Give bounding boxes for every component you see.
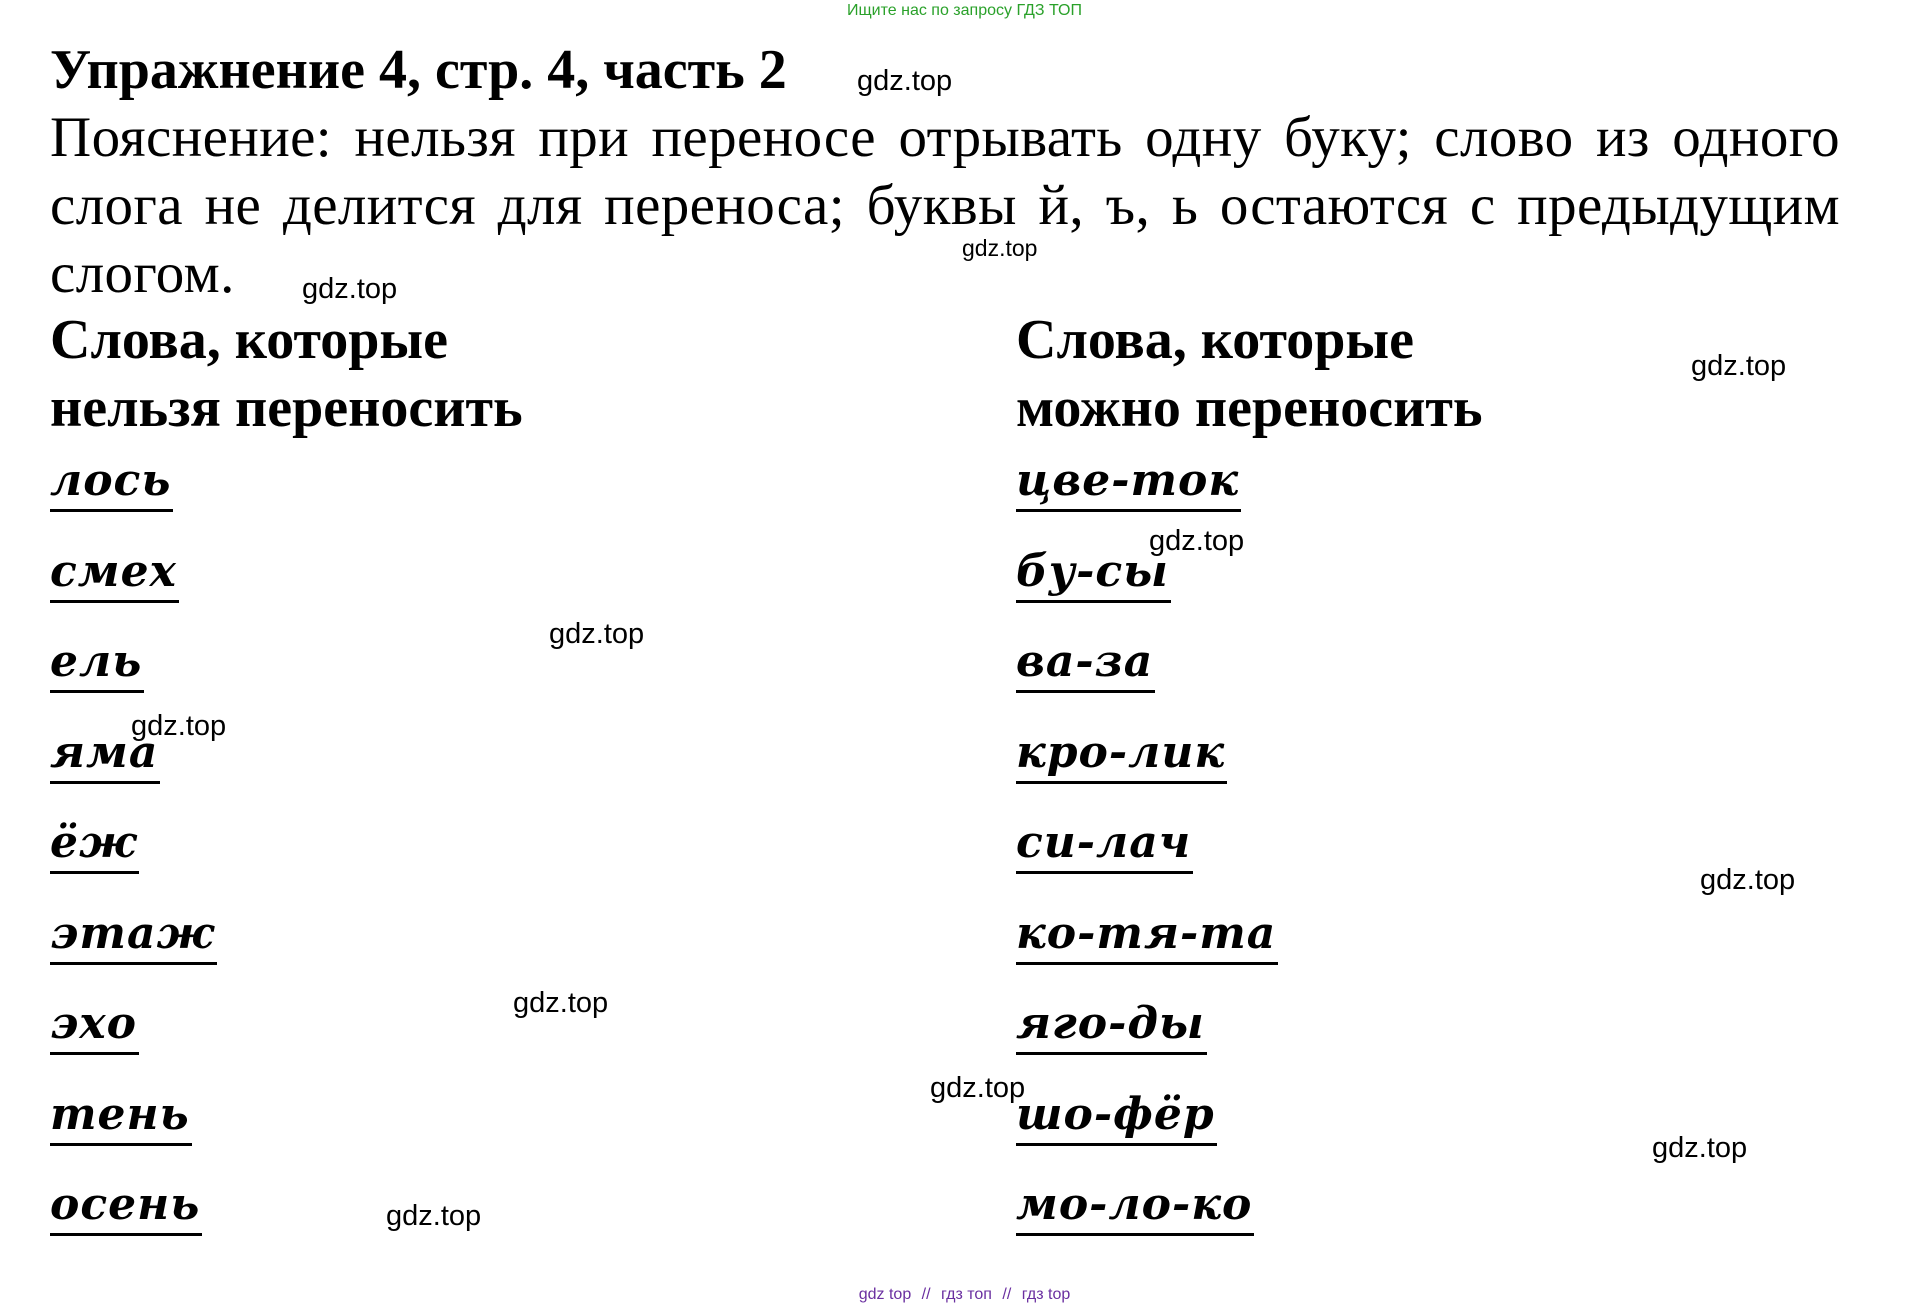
footer-link-gdz-top-ru[interactable]: гдз топ: [941, 1286, 992, 1303]
word-text: этаж: [50, 908, 217, 965]
list-item: [50, 908, 217, 999]
left-heading-line1: Слова, которые: [50, 309, 448, 371]
list-item: [1016, 727, 1278, 818]
left-heading-line2: нельзя переносить: [50, 377, 523, 439]
footer-link-gdz-top-mixed[interactable]: гдз top: [1021, 1286, 1071, 1303]
list-item: [1016, 636, 1278, 727]
list-item: [50, 1089, 217, 1180]
word-text: ель: [50, 636, 144, 693]
watermark: gdz.top: [962, 235, 1038, 261]
right-heading-line1: Слова, которые: [1016, 309, 1414, 371]
list-item: [50, 998, 217, 1089]
word-text: лось: [50, 455, 173, 512]
list-item: [1016, 998, 1278, 1089]
word-text: смех: [50, 546, 179, 603]
list-item: [50, 817, 217, 908]
word-text: яго-ды: [1016, 998, 1207, 1055]
footer-separator: //: [1002, 1286, 1012, 1303]
watermark: gdz.top: [930, 1072, 1026, 1104]
word-text: тень: [50, 1089, 192, 1146]
word-text: кро-лик: [1016, 727, 1227, 784]
word-text: ко-тя-та: [1016, 908, 1278, 965]
word-text: цве-ток: [1016, 455, 1241, 512]
word-text: эхо: [50, 998, 139, 1055]
list-item: [1016, 1179, 1278, 1270]
word-text: шо-фёр: [1016, 1089, 1217, 1146]
explanation-text: Пояснение: нельзя при переносе отрывать одну буку; слово из одного слога не делится для переноса; буквы й, ъ, ь остаются с предыдущим слогом.: [50, 106, 1840, 305]
non-hyphenable-word-list: [50, 455, 217, 1270]
watermark: gdz.top: [1652, 1132, 1748, 1164]
word-text: бу-сы: [1016, 546, 1171, 603]
exercise-title: Упражнение 4, стр. 4, часть 2: [50, 39, 787, 101]
word-text: мо-ло-ко: [1016, 1179, 1254, 1236]
list-item: [50, 455, 217, 546]
top-banner[interactable]: Ищите нас по запросу ГДЗ ТОП: [847, 2, 1082, 19]
watermark: gdz.top: [386, 1200, 482, 1232]
footer-links: [0, 1286, 1929, 1304]
right-heading-line2: можно переносить: [1016, 377, 1483, 439]
list-item: [1016, 908, 1278, 999]
word-text: осень: [50, 1179, 202, 1236]
word-text: ва-за: [1016, 636, 1155, 693]
watermark: gdz.top: [513, 987, 609, 1019]
watermark: gdz.top: [302, 273, 398, 305]
left-column-heading: [50, 306, 523, 442]
list-item: [1016, 546, 1278, 637]
watermark: gdz.top: [1700, 864, 1796, 896]
footer-link-gdz-top[interactable]: gdz top: [858, 1286, 912, 1303]
list-item: [1016, 1089, 1278, 1180]
word-text: си-лач: [1016, 817, 1193, 874]
word-text: ёж: [50, 817, 139, 874]
watermark: gdz.top: [1691, 350, 1787, 382]
right-column-heading: [1016, 306, 1483, 442]
list-item: [1016, 817, 1278, 908]
list-item: [50, 546, 217, 637]
list-item: [50, 1179, 217, 1270]
watermark: gdz.top: [131, 710, 227, 742]
watermark: gdz.top: [549, 618, 645, 650]
watermark: gdz.top: [1149, 525, 1245, 557]
watermark: gdz.top: [857, 65, 953, 97]
word-text: яма: [50, 727, 160, 784]
hyphenable-word-list: [1016, 455, 1278, 1270]
footer-separator: //: [921, 1286, 931, 1303]
